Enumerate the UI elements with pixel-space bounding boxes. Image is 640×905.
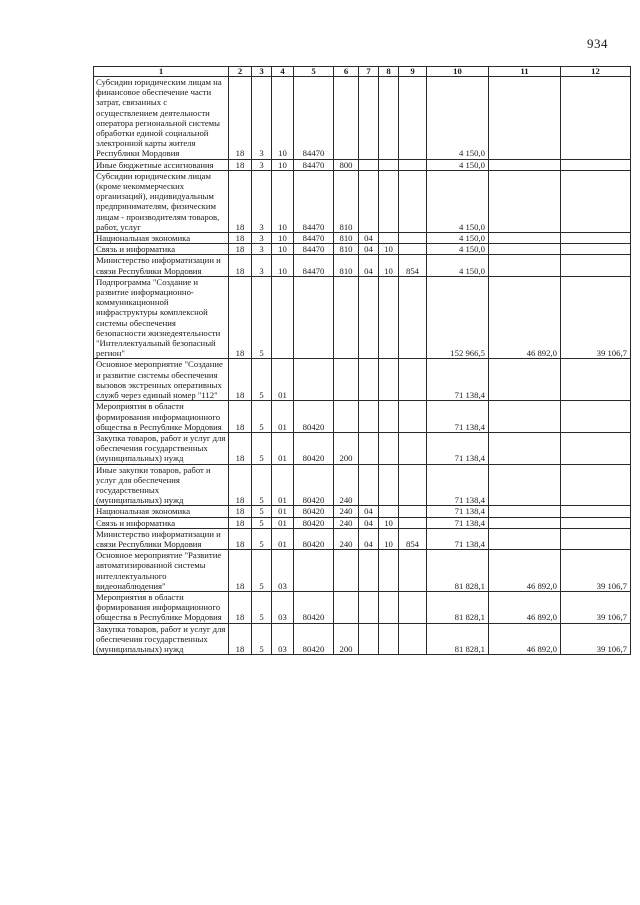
cell-col-3: 3: [252, 159, 272, 170]
row-name-cell: Субсидии юридическим лицам на финансовое обеспечение части затрат, связанных с осуществлением деятельности оператора региональной системы обработки единой социальной электронной карты жителя Республики Мордовия: [94, 77, 229, 160]
table-row: [94, 77, 631, 160]
cell-amount-12: 39 106,7: [561, 276, 631, 359]
cell-col-8: [379, 506, 399, 517]
cell-amount-12: 39 106,7: [561, 623, 631, 655]
cell-col-3: 5: [252, 550, 272, 592]
column-header: 3: [252, 67, 272, 77]
cell-col-2: 18: [229, 517, 252, 528]
table-row: [94, 591, 631, 623]
cell-col-7: [359, 159, 379, 170]
cell-col-7: [359, 276, 379, 359]
column-header: 5: [294, 67, 334, 77]
cell-col-9: 854: [399, 255, 427, 276]
cell-amount-11: [489, 528, 561, 549]
cell-col-3: 3: [252, 77, 272, 160]
cell-col-2: 18: [229, 506, 252, 517]
cell-col-4: 10: [272, 159, 294, 170]
cell-col-7: [359, 550, 379, 592]
cell-col-6: 810: [334, 244, 359, 255]
cell-amount-12: [561, 159, 631, 170]
cell-col-4: [272, 276, 294, 359]
cell-col-5: 84470: [294, 255, 334, 276]
cell-col-9: [399, 464, 427, 506]
cell-col-2: 18: [229, 233, 252, 244]
cell-col-6: 200: [334, 623, 359, 655]
cell-col-8: [379, 77, 399, 160]
cell-col-6: 240: [334, 464, 359, 506]
cell-col-4: 10: [272, 233, 294, 244]
cell-col-3: 5: [252, 464, 272, 506]
table-row: [94, 276, 631, 359]
row-name-cell: Подпрограмма "Создание и развитие информационно-коммуникационной инфраструктуры комплексной системы обеспечения безопасности жизнедеятельности "Интеллектуальный безопасный регион": [94, 276, 229, 359]
cell-col-9: [399, 170, 427, 232]
table-row: [94, 170, 631, 232]
row-name-cell: Субсидии юридическим лицам (кроме некоммерческих организаций), индивидуальным предпринимателям, физическим лицам - производителям товаров, работ, услуг: [94, 170, 229, 232]
cell-col-9: [399, 550, 427, 592]
cell-col-2: 18: [229, 276, 252, 359]
cell-col-9: [399, 623, 427, 655]
cell-amount-10: 71 138,4: [427, 401, 489, 433]
cell-amount-12: [561, 255, 631, 276]
table-body: [94, 77, 631, 655]
cell-amount-12: [561, 506, 631, 517]
table-row: [94, 506, 631, 517]
column-header: 8: [379, 67, 399, 77]
cell-amount-12: [561, 77, 631, 160]
cell-col-9: [399, 401, 427, 433]
cell-amount-11: [489, 432, 561, 464]
cell-col-8: 10: [379, 528, 399, 549]
cell-col-9: [399, 77, 427, 160]
cell-col-7: 04: [359, 233, 379, 244]
cell-amount-10: 4 150,0: [427, 77, 489, 160]
cell-col-3: 5: [252, 401, 272, 433]
cell-amount-10: 4 150,0: [427, 233, 489, 244]
table-row: [94, 432, 631, 464]
cell-col-5: 84470: [294, 77, 334, 160]
cell-amount-11: [489, 359, 561, 401]
cell-amount-12: [561, 244, 631, 255]
row-name-cell: Министерство информатизации и связи Республики Мордовия: [94, 528, 229, 549]
cell-col-5: 84470: [294, 159, 334, 170]
cell-amount-10: 71 138,4: [427, 359, 489, 401]
cell-col-6: 240: [334, 528, 359, 549]
table-row: [94, 233, 631, 244]
cell-amount-11: [489, 401, 561, 433]
cell-col-2: 18: [229, 170, 252, 232]
budget-table: [93, 66, 631, 655]
cell-amount-10: 4 150,0: [427, 170, 489, 232]
column-header: 7: [359, 67, 379, 77]
cell-col-9: [399, 591, 427, 623]
cell-col-4: 01: [272, 506, 294, 517]
cell-col-4: 03: [272, 591, 294, 623]
cell-col-2: 18: [229, 623, 252, 655]
table-row: [94, 255, 631, 276]
table-row: [94, 244, 631, 255]
table-row: [94, 401, 631, 433]
column-header: 12: [561, 67, 631, 77]
table-row: [94, 517, 631, 528]
cell-amount-10: 4 150,0: [427, 159, 489, 170]
column-header: 1: [94, 67, 229, 77]
cell-col-6: 800: [334, 159, 359, 170]
column-header: 9: [399, 67, 427, 77]
cell-amount-10: 71 138,4: [427, 517, 489, 528]
cell-col-5: 80420: [294, 517, 334, 528]
cell-col-6: [334, 276, 359, 359]
cell-col-5: 84470: [294, 233, 334, 244]
cell-col-8: 10: [379, 517, 399, 528]
row-name-cell: Национальная экономика: [94, 233, 229, 244]
cell-amount-10: 81 828,1: [427, 591, 489, 623]
row-name-cell: Связь и информатика: [94, 517, 229, 528]
cell-amount-12: [561, 359, 631, 401]
cell-amount-11: 46 892,0: [489, 276, 561, 359]
cell-col-3: 3: [252, 233, 272, 244]
cell-col-9: [399, 359, 427, 401]
cell-amount-11: [489, 517, 561, 528]
cell-col-4: 03: [272, 623, 294, 655]
cell-col-8: [379, 464, 399, 506]
cell-col-8: [379, 550, 399, 592]
cell-amount-11: 46 892,0: [489, 591, 561, 623]
cell-col-4: 10: [272, 77, 294, 160]
cell-col-6: 240: [334, 506, 359, 517]
cell-amount-11: [489, 170, 561, 232]
budget-table-wrapper: [93, 66, 631, 655]
cell-col-2: 18: [229, 528, 252, 549]
cell-col-5: [294, 359, 334, 401]
column-header: 2: [229, 67, 252, 77]
cell-col-6: [334, 550, 359, 592]
cell-col-5: 84470: [294, 244, 334, 255]
cell-amount-12: [561, 517, 631, 528]
cell-col-8: [379, 159, 399, 170]
cell-col-2: 18: [229, 359, 252, 401]
row-name-cell: Иные бюджетные ассигнования: [94, 159, 229, 170]
cell-col-2: 18: [229, 432, 252, 464]
cell-col-8: [379, 623, 399, 655]
cell-amount-10: 71 138,4: [427, 464, 489, 506]
cell-col-9: [399, 233, 427, 244]
cell-col-4: 01: [272, 528, 294, 549]
cell-col-3: 5: [252, 432, 272, 464]
row-name-cell: Мероприятия в области формирования информационного общества в Республике Мордовия: [94, 401, 229, 433]
cell-col-5: 80420: [294, 401, 334, 433]
cell-amount-10: 81 828,1: [427, 550, 489, 592]
cell-col-5: 80420: [294, 464, 334, 506]
cell-col-7: [359, 623, 379, 655]
cell-col-7: 04: [359, 255, 379, 276]
page-number: 934: [587, 36, 608, 51]
cell-col-8: [379, 432, 399, 464]
cell-col-8: [379, 591, 399, 623]
row-name-cell: Основное мероприятие "Создание и развитие системы обеспечения вызовов экстренных оперативных служб через единый номер "112": [94, 359, 229, 401]
table-row: [94, 464, 631, 506]
cell-col-7: 04: [359, 244, 379, 255]
cell-amount-12: [561, 233, 631, 244]
cell-col-5: 84470: [294, 170, 334, 232]
cell-col-7: [359, 401, 379, 433]
cell-col-3: 5: [252, 276, 272, 359]
cell-col-7: [359, 359, 379, 401]
cell-col-4: 03: [272, 550, 294, 592]
cell-col-4: 01: [272, 359, 294, 401]
cell-col-6: 810: [334, 233, 359, 244]
cell-col-9: [399, 432, 427, 464]
cell-col-5: [294, 276, 334, 359]
table-row: [94, 159, 631, 170]
cell-col-5: 80420: [294, 432, 334, 464]
column-header: 4: [272, 67, 294, 77]
cell-amount-10: 4 150,0: [427, 255, 489, 276]
cell-amount-11: [489, 244, 561, 255]
cell-col-7: [359, 432, 379, 464]
cell-col-3: 5: [252, 528, 272, 549]
cell-col-2: 18: [229, 591, 252, 623]
cell-amount-11: 46 892,0: [489, 623, 561, 655]
cell-col-9: [399, 276, 427, 359]
cell-amount-11: [489, 159, 561, 170]
cell-col-3: 5: [252, 359, 272, 401]
cell-col-9: [399, 506, 427, 517]
cell-col-2: 18: [229, 401, 252, 433]
cell-col-6: [334, 401, 359, 433]
cell-col-4: 01: [272, 517, 294, 528]
cell-col-2: 18: [229, 244, 252, 255]
cell-col-3: 5: [252, 591, 272, 623]
table-row: [94, 528, 631, 549]
cell-amount-11: [489, 506, 561, 517]
cell-col-8: [379, 401, 399, 433]
cell-col-2: 18: [229, 464, 252, 506]
row-name-cell: Министерство информатизации и связи Республики Мордовия: [94, 255, 229, 276]
row-name-cell: Мероприятия в области формирования информационного общества в Республике Мордовия: [94, 591, 229, 623]
cell-col-9: [399, 159, 427, 170]
column-header: 11: [489, 67, 561, 77]
cell-amount-10: 81 828,1: [427, 623, 489, 655]
cell-col-7: [359, 464, 379, 506]
cell-col-5: 80420: [294, 506, 334, 517]
cell-amount-11: 46 892,0: [489, 550, 561, 592]
cell-col-6: [334, 591, 359, 623]
table-row: [94, 359, 631, 401]
cell-col-3: 3: [252, 255, 272, 276]
cell-amount-11: [489, 464, 561, 506]
cell-col-6: 810: [334, 255, 359, 276]
cell-amount-10: 71 138,4: [427, 432, 489, 464]
column-header: 6: [334, 67, 359, 77]
cell-col-4: 10: [272, 255, 294, 276]
table-row: [94, 623, 631, 655]
cell-col-5: 80420: [294, 591, 334, 623]
cell-col-8: [379, 276, 399, 359]
cell-col-3: 3: [252, 244, 272, 255]
cell-col-4: 10: [272, 244, 294, 255]
cell-amount-12: [561, 401, 631, 433]
cell-amount-10: 71 138,4: [427, 528, 489, 549]
cell-col-7: 04: [359, 506, 379, 517]
cell-amount-12: 39 106,7: [561, 550, 631, 592]
cell-amount-11: [489, 233, 561, 244]
cell-col-2: 18: [229, 159, 252, 170]
cell-amount-10: 152 966,5: [427, 276, 489, 359]
cell-col-4: 10: [272, 170, 294, 232]
cell-col-3: 5: [252, 506, 272, 517]
row-name-cell: Закупка товаров, работ и услуг для обеспечения государственных (муниципальных) нужд: [94, 432, 229, 464]
cell-col-7: 04: [359, 517, 379, 528]
cell-col-4: 01: [272, 401, 294, 433]
cell-col-7: 04: [359, 528, 379, 549]
row-name-cell: Национальная экономика: [94, 506, 229, 517]
cell-col-6: 200: [334, 432, 359, 464]
cell-col-5: 80420: [294, 623, 334, 655]
cell-col-3: 5: [252, 517, 272, 528]
cell-col-8: [379, 170, 399, 232]
cell-col-6: 240: [334, 517, 359, 528]
cell-col-7: [359, 77, 379, 160]
cell-col-4: 01: [272, 464, 294, 506]
row-name-cell: Основное мероприятие "Развитие автоматизированной системы интеллектуального видеонаблюдения": [94, 550, 229, 592]
cell-amount-12: [561, 528, 631, 549]
cell-col-2: 18: [229, 77, 252, 160]
cell-col-8: [379, 359, 399, 401]
cell-col-6: 810: [334, 170, 359, 232]
cell-col-7: [359, 170, 379, 232]
cell-col-2: 18: [229, 550, 252, 592]
row-name-cell: Связь и информатика: [94, 244, 229, 255]
cell-col-7: [359, 591, 379, 623]
cell-col-6: [334, 359, 359, 401]
cell-amount-11: [489, 77, 561, 160]
table-row: [94, 550, 631, 592]
cell-col-5: 80420: [294, 528, 334, 549]
column-header: 10: [427, 67, 489, 77]
cell-amount-10: 4 150,0: [427, 244, 489, 255]
cell-amount-12: 39 106,7: [561, 591, 631, 623]
cell-col-2: 18: [229, 255, 252, 276]
cell-amount-11: [489, 255, 561, 276]
cell-col-8: 10: [379, 255, 399, 276]
cell-col-6: [334, 77, 359, 160]
cell-col-3: 5: [252, 623, 272, 655]
cell-col-9: [399, 244, 427, 255]
table-header-row: [94, 67, 631, 77]
cell-col-8: 10: [379, 244, 399, 255]
cell-col-9: 854: [399, 528, 427, 549]
cell-amount-12: [561, 464, 631, 506]
row-name-cell: Закупка товаров, работ и услуг для обеспечения государственных (муниципальных) нужд: [94, 623, 229, 655]
cell-col-8: [379, 233, 399, 244]
cell-col-5: [294, 550, 334, 592]
cell-col-3: 3: [252, 170, 272, 232]
cell-amount-12: [561, 432, 631, 464]
row-name-cell: Иные закупки товаров, работ и услуг для обеспечения государственных (муниципальных) нужд: [94, 464, 229, 506]
cell-col-9: [399, 517, 427, 528]
cell-col-4: 01: [272, 432, 294, 464]
cell-amount-12: [561, 170, 631, 232]
cell-amount-10: 71 138,4: [427, 506, 489, 517]
